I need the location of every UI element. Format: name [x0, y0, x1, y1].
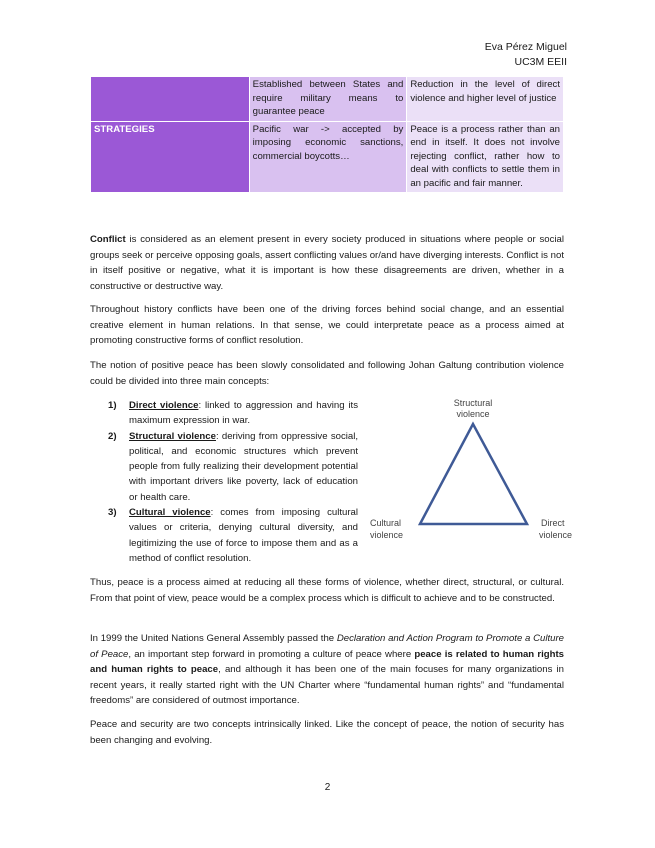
header-author: Eva Pérez Miguel — [484, 41, 567, 53]
paragraph-text: , an important step forward in promoting a culture of peace where — [128, 648, 415, 660]
page-header — [485, 40, 567, 70]
list-text: : deriving from oppressive social, political, and economic structures which prevent people from fully realizing their development potential with important drivers like poverty, lack of education or health care. — [129, 430, 359, 503]
violence-triangle-diagram — [360, 396, 580, 546]
declaration-title: Declaration and Action Program to Promote a Culture of Peace — [90, 633, 564, 660]
paragraph-text: , and although it has been one of the main focuses for many organizations in recent years, it really started right with the UN Charter where “fundamental human rights” and “fundamental freedoms” are considered of outmost importance. — [90, 664, 565, 706]
list-text: : linked to aggression and having its maximum expression in war. — [129, 400, 358, 427]
term-conflict: Conflict — [90, 234, 126, 245]
paragraph-conflict — [90, 232, 564, 294]
emphasis-text: peace is related to human rights and human rights to peace — [90, 648, 564, 675]
peace-comparison-table — [90, 76, 564, 193]
violence-types-list — [108, 398, 358, 566]
paragraph-un-declaration — [90, 631, 564, 709]
table-cell: Pacific war -> accepted by imposing economic sanctions, commercial boycotts… — [249, 121, 407, 193]
table-row-label — [91, 77, 250, 122]
list-text: : comes from imposing cultural values or criteria, denying cultural diversity, and legitimizing the use of force to impose them and as a method of conflict resolution. — [129, 507, 358, 564]
label-direct-1: Direct — [541, 518, 565, 528]
page-number: 2 — [324, 782, 331, 793]
list-item — [108, 398, 358, 429]
list-item — [108, 429, 358, 505]
list-number: 3) — [108, 507, 117, 519]
list-term: Structural violence — [129, 430, 216, 442]
paragraph-peace-process: Thus, peace is a process aimed at reducing all these forms of violence, whether direct, structural, or cultural. From that point of view, peace would be a complex process which is difficult to achieve and to be constructed. — [90, 577, 564, 604]
label-structural-2: violence — [456, 409, 490, 419]
paragraph-text: In 1999 the United Nations General Assembly passed the — [90, 633, 337, 644]
header-institution: UC3M EEII — [514, 56, 567, 68]
label-cultural-1: Cultural — [370, 518, 402, 528]
triangle-shape — [420, 424, 527, 524]
paragraph-galtung: The notion of positive peace has been slowly consolidated and following Johan Galtung contribution violence could be divided into three main concepts: — [90, 360, 564, 387]
label-cultural-2: violence — [370, 530, 404, 540]
list-term: Cultural violence — [129, 507, 211, 519]
label-structural-1: Structural — [453, 398, 493, 408]
list-number: 1) — [108, 400, 117, 411]
list-term: Direct violence — [129, 400, 199, 411]
paragraph-security: Peace and security are two concepts intrinsically linked. Like the concept of peace, the notion of security has been changing and evolving. — [90, 719, 564, 746]
label-direct-2: violence — [539, 530, 573, 540]
table-row-label: STRATEGIES — [91, 121, 250, 193]
table-cell: Established between States and require military means to guarantee peace — [249, 77, 407, 122]
paragraph-history: Throughout history conflicts have been one of the driving forces behind social change, and an essential creative element in human relations. In that sense, we could interpretate peace as a process aimed at promoting constructive forms of conflict resolution. — [90, 304, 564, 346]
table-cell: Peace is a process rather than an end in itself. It does not involve rejecting conflict, rather how to deal with conflicts to settle them in an pacific and fair manner. — [407, 121, 564, 193]
paragraph-text: is considered as an element present in every society produced in situations where people or social groups seek or perceive opposing goals, assert conflicting values or/and have diverging interests. Conflict is not in itself positive or negative, what it is important is how these disagreements are driven, whether in a constructive or destructive way. — [90, 234, 564, 292]
table-row — [91, 121, 564, 193]
list-item — [108, 505, 358, 566]
table-row — [91, 77, 564, 122]
table-cell: Reduction in the level of direct violence and higher level of justice — [407, 77, 564, 122]
list-number: 2) — [108, 430, 117, 442]
